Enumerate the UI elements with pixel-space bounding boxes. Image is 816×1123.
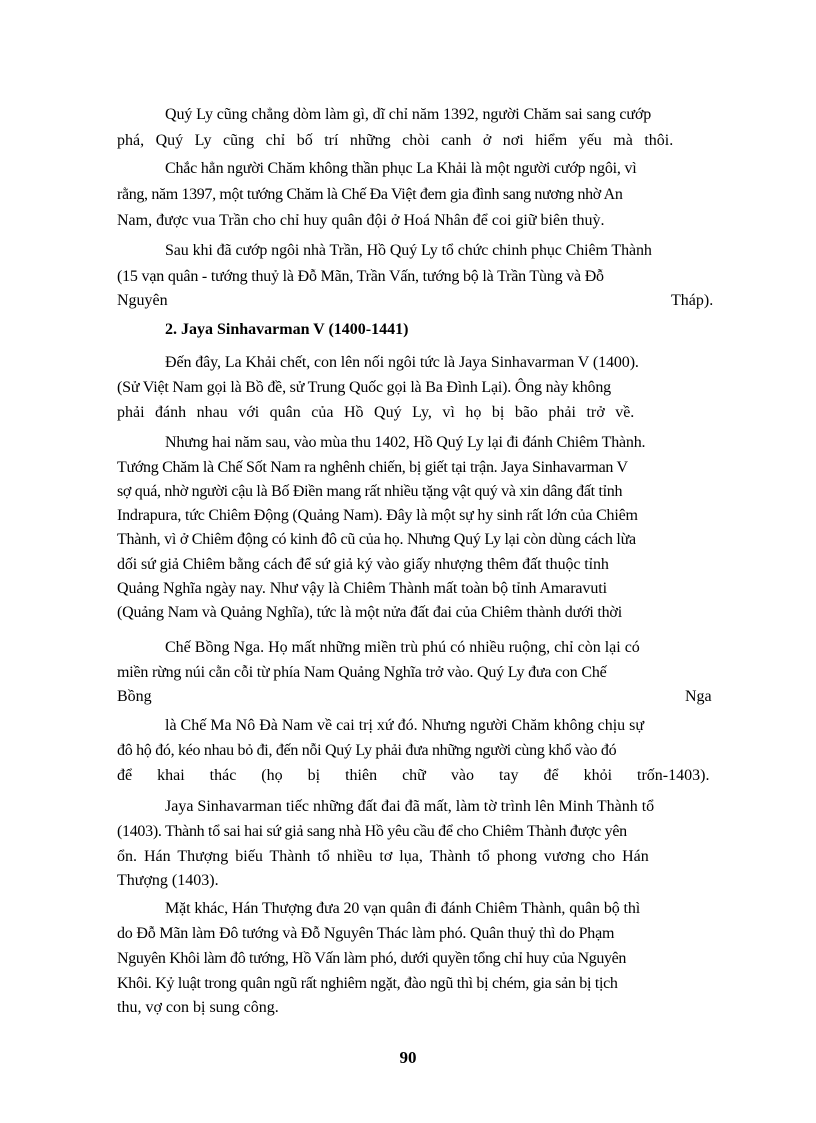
- text-line: Jaya Sinhavarman tiếc những đất đai đã mất, làm tờ trình lên Minh Thành tổ: [165, 798, 655, 815]
- paragraph: [117, 710, 743, 790]
- paragraph: [117, 100, 743, 160]
- text-line: Nhưng hai năm sau, vào mùa thu 1402, Hồ Quý Ly lại đi đánh Chiêm Thành.: [165, 434, 646, 451]
- paragraph: [117, 790, 743, 890]
- text-line: Thành, vì ở Chiêm động có kinh đô cũ của họ. Nhưng Quý Ly lại còn dùng cách lừa: [117, 531, 636, 548]
- text-line: rằng, năm 1397, một tướng Chăm là Chế Đa Việt đem gia đình sang nương nhờ An: [117, 186, 623, 203]
- text-line: Nam, được vua Trần cho chỉ huy quân đội ở Hoá Nhân để coi giữ biên thuỳ.: [117, 212, 605, 229]
- text-line: Bồng: [117, 688, 152, 705]
- paragraph: [117, 153, 743, 233]
- text-line: Nga: [685, 688, 712, 705]
- text-line: do Đỗ Mãn làm Đô tướng và Đỗ Nguyên Thác làm phó. Quân thuỷ thì do Phạm: [117, 925, 615, 942]
- paragraph: [117, 893, 743, 1023]
- text-line: Indrapura, tức Chiêm Động (Quảng Nam). Đây là một sự hy sinh rất lớn của Chiêm: [117, 507, 638, 524]
- page-number: 90: [399, 1048, 417, 1067]
- text-line: đô hộ đó, kéo nhau bỏ đi, đến nỗi Quý Ly phải đưa những người cùng khổ vào đó: [117, 742, 617, 759]
- paragraph: [117, 630, 743, 710]
- text-line: (15 vạn quân - tướng thuỷ là Đỗ Mãn, Trần Vấn, tướng bộ là Trần Tùng và Đỗ: [117, 268, 604, 285]
- text-line: Tháp).: [671, 292, 714, 309]
- text-line: (1403). Thành tổ sai hai sứ giả sang nhà Hồ yêu cầu để cho Chiêm Thành được yên: [117, 823, 627, 840]
- paragraph: [117, 345, 743, 425]
- text-line: Khôi. Kỷ luật trong quân ngũ rất nghiêm ngặt, đào ngũ thì bị chém, gia sản bị tịch: [117, 975, 618, 992]
- text-line: Quý Ly cũng chẳng dòm làm gì, dĩ chỉ năm 1392, người Chăm sai sang cướp: [165, 106, 652, 123]
- text-line: Thượng (1403).: [117, 872, 219, 889]
- paragraph: [117, 427, 743, 627]
- text-line: Mặt khác, Hán Thượng đưa 20 vạn quân đi đánh Chiêm Thành, quân bộ thì: [165, 900, 641, 917]
- text-line: (Sử Việt Nam gọi là Bồ đề, sử Trung Quốc gọi là Ba Đình Lại). Ông này không: [117, 379, 611, 396]
- text-line: Nguyên Khôi làm đô tướng, Hồ Vấn làm phó, dưới quyền tổng chỉ huy của Nguyên: [117, 950, 627, 967]
- text-line: (Quảng Nam và Quảng Nghĩa), tức là một nửa đất đai của Chiêm thành dưới thời: [117, 604, 622, 621]
- text-line: là Chế Ma Nô Đà Nam về cai trị xứ đó. Nhưng người Chăm không chịu sự: [165, 717, 645, 734]
- text-line: dối sứ giả Chiêm bằng cách để sứ giả ký vào giấy nhượng thêm đất thuộc tỉnh: [117, 556, 609, 573]
- text-line: ổn. Hán Thượng biếu Thành tổ nhiều tơ lụa, Thành tổ phong vương cho Hán: [117, 848, 649, 865]
- text-line: để khai thác (họ bị thiên chữ vào tay để khỏi trốn-1403).: [117, 767, 710, 784]
- text-line: thu, vợ con bị sung công.: [117, 999, 279, 1016]
- text-line: Chắc hẳn người Chăm không thần phục La Khải là một người cướp ngôi, vì: [165, 160, 637, 177]
- text-line: Quảng Nghĩa ngày nay. Như vậy là Chiêm Thành mất toàn bộ tỉnh Amaravuti: [117, 580, 607, 597]
- text-line: Đến đây, La Khải chết, con lên nối ngôi tức là Jaya Sinhavarman V (1400).: [165, 354, 639, 371]
- text-line: Tướng Chăm là Chế Sốt Nam ra nghênh chiến, bị giết tại trận. Jaya Sinhavarman V: [117, 459, 628, 476]
- text-line: phá, Quý Ly cũng chỉ bố trí những chòi canh ở nơi hiểm yếu mà thôi.: [117, 132, 674, 149]
- text-line: Nguyên: [117, 292, 168, 309]
- text-line: sợ quá, nhờ người cậu là Bố Điền mang rất nhiều tặng vật quý và xin dâng đất tỉnh: [117, 483, 623, 500]
- section-heading: 2. Jaya Sinhavarman V (1400-1441): [165, 321, 409, 338]
- text-line: Chế Bồng Nga. Họ mất những miền trù phú có nhiều ruộng, chỉ còn lại có: [165, 639, 640, 656]
- text-line: Sau khi đã cướp ngôi nhà Trần, Hồ Quý Ly tổ chức chinh phục Chiêm Thành: [165, 242, 652, 259]
- text-line: phải đánh nhau với quân của Hồ Quý Ly, vì họ bị bão phải trở về.: [117, 404, 635, 421]
- text-line: miền rừng núi cằn cỗi từ phía Nam Quảng Nghĩa trở vào. Quý Ly đưa con Chế: [117, 664, 607, 681]
- paragraph: [117, 234, 743, 314]
